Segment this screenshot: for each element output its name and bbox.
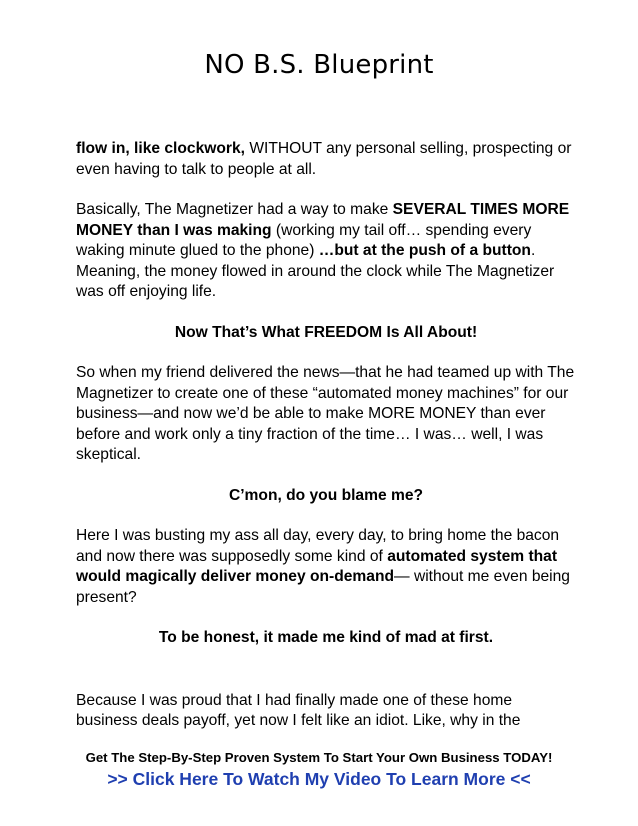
section-heading-1: Now That’s What FREEDOM Is All About! xyxy=(174,323,478,341)
paragraph-text: . Meaning, the money flowed in around the clock while The Magnetizer was off enjoying life. xyxy=(76,242,555,300)
video-link[interactable]: >> Click Here To Watch My Video To Learn More << xyxy=(107,769,531,789)
paragraph-text: Here I was busting my ass all day, every day, to bring home the bacon and now there was supposedly some kind of xyxy=(76,527,560,565)
paragraph-text: Basically, The Magnetizer had a way to make xyxy=(76,201,393,218)
paragraph-text: — without me even being present? xyxy=(76,568,570,606)
paragraph-text: (working my tail off… spending every waking minute glued to the phone) xyxy=(76,221,532,259)
paragraph-3: So when my friend delivered the news—that he had teamed up with The Magnetizer to create one of these “automated money machines” for our business—and now we’d be able to make MORE MONEY than ever before and work only a tiny fraction of the time… I was… well, I was skeptical. xyxy=(76,364,575,463)
paragraph-4 xyxy=(76,526,576,608)
bold-text: SEVERAL TIMES MORE MONEY than I was making xyxy=(76,201,570,239)
section-heading-2: C’mon, do you blame me? xyxy=(228,486,424,504)
article-body xyxy=(76,139,576,752)
paragraph-2 xyxy=(76,200,576,303)
paragraph-1 xyxy=(76,139,576,180)
paragraph-text: WITHOUT any personal selling, prospecting or even having to talk to people at all. xyxy=(76,140,572,178)
bold-text: automated system that would magically deliver money on-demand xyxy=(76,547,558,585)
footer-cta-text: Get The Step-By-Step Proven System To Start Your Own Business TODAY! xyxy=(85,750,553,765)
page-title: NO B.S. Blueprint xyxy=(204,50,434,80)
bold-text: …but at the push of a button xyxy=(318,242,531,259)
bold-text: flow in, like clockwork, xyxy=(76,140,245,157)
paragraph-5: Because I was proud that I had finally made one of these home business deals payoff, yet now I felt like an idiot. Like, why in the xyxy=(76,691,521,729)
section-heading-3: To be honest, it made me kind of mad at first. xyxy=(158,629,494,646)
